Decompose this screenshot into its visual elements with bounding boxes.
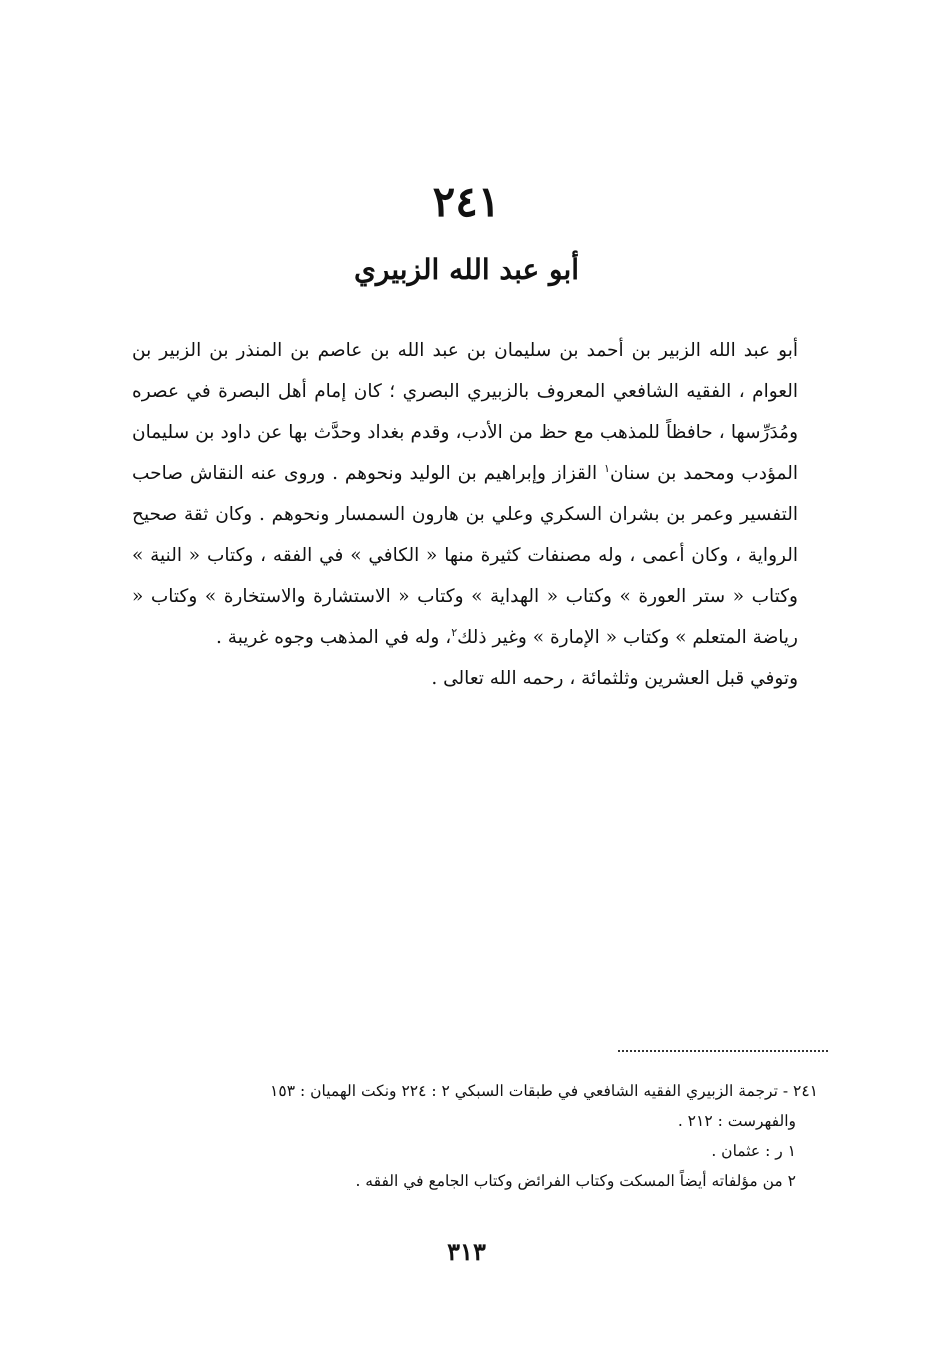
biography-paragraph-part: القزاز وإبراهيم بن الوليد ونحوهم . وروى عنه النقاش صاحب التفسير وعمر بن بشران السكري وعلي بن هارون السمسار ونحوهم . وكان ثقة صحيح الرواية ، وكان أعمى ، وله مصنفات كثيرة منها « الكافي » في الفقه ، وكتاب « النية » وكتاب « ستر العورة » وكتاب « الهداية » وكتاب « الاستشارة والاستخارة » وكتاب « رياضة المتعلم » وكتاب « الإمارة » وغير ذلك: [132, 463, 798, 648]
death-paragraph: وتوفي قبل العشرين وثلثمائة ، رحمه الله تعالى .: [431, 668, 798, 689]
entry-number: ٢٤١: [432, 177, 501, 226]
biography-paragraph-part: ، وله في المذهب وجوه غريبة .: [216, 627, 452, 648]
biography-paragraph: [132, 330, 798, 658]
footnote-ref-2: ٢: [451, 625, 458, 639]
footnotes: [132, 1076, 818, 1196]
page-number: ٣١٣: [447, 1237, 486, 1266]
footnote-1: ١ ر : عثمان .: [711, 1142, 796, 1160]
biography-text: [132, 330, 798, 699]
footnote-source-continued: والفهرست : ٢١٢ .: [677, 1112, 796, 1130]
footnote-source: ٢٤١ - ترجمة الزبيري الفقيه الشافعي في طبقات السبكي ٢ : ٢٢٤ ونكت الهميان : ١٥٣: [270, 1082, 818, 1100]
footnote-2: ٢ من مؤلفاته أيضاً المسكت وكتاب الفرائض وكتاب الجامع في الفقه .: [355, 1172, 796, 1190]
entry-title: أبو عبد الله الزبيري: [353, 253, 580, 286]
footnote-ref-1: ١: [604, 461, 610, 475]
biography-paragraph-part: أبو عبد الله الزبير بن أحمد بن سليمان بن عبد الله بن عاصم بن المنذر بن الزبير بن العوام ، الفقيه الشافعي المعروف بالزبيري البصري ؛ كان إمام أهل البصرة في عصره ومُدَرِّسها ، حافظاً للمذهب مع حظ من الأدب، وقدم بغداد وحدَّث بها عن داود بن سليمان المؤدب ومحمد بن سنان: [132, 340, 798, 484]
footnote-separator: [618, 1050, 828, 1052]
